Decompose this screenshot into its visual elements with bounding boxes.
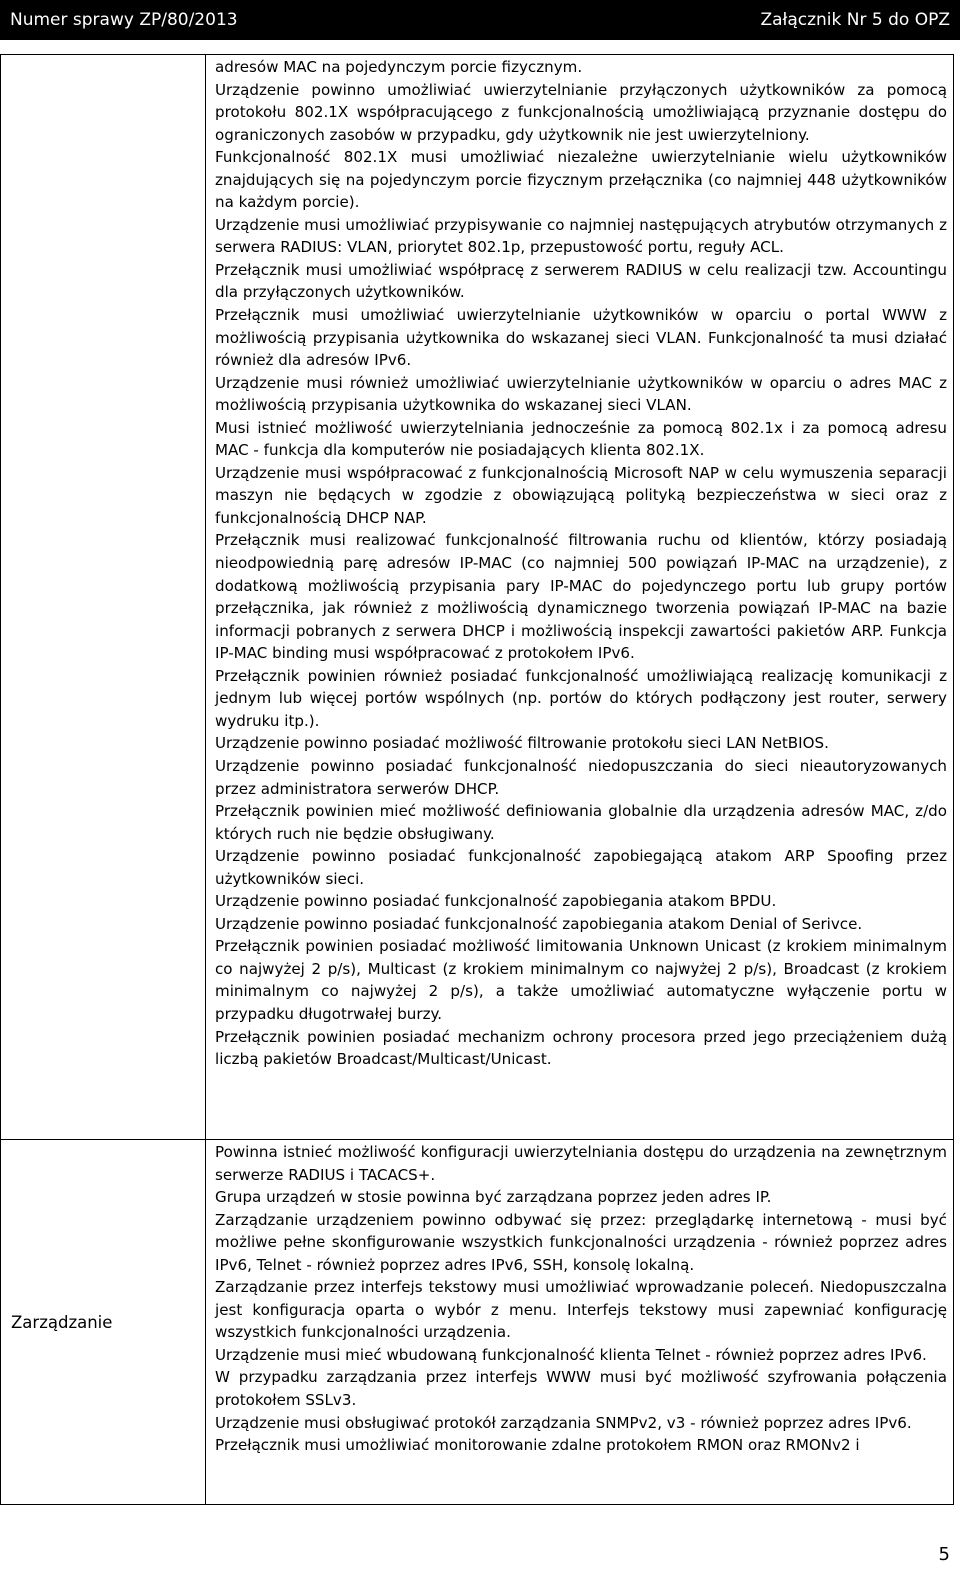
requirement-paragraph: Urządzenie powinno posiadać funkcjonalność zapobiegania atakom Denial of Serivce. bbox=[215, 914, 863, 933]
requirement-paragraph: Zarządzanie przez interfejs tekstowy musi umożliwiać wprowadzanie poleceń. Niedopuszczalna jest konfiguracja oparta o wybór z menu. Interfejs tekstowy musi zapewniać konfigurację wszystkich funkcjonalności urządzenia. bbox=[215, 1278, 947, 1342]
case-number: Numer sprawy ZP/80/2013 bbox=[10, 10, 238, 30]
table-row bbox=[1, 55, 954, 1140]
requirements-cell bbox=[206, 55, 954, 1140]
page-header bbox=[0, 0, 960, 40]
requirement-paragraph: Urządzenie powinno posiadać funkcjonalność niedopuszczania do sieci nieautoryzowanych przez administratora serwerów DHCP. bbox=[215, 756, 947, 798]
requirement-paragraph: Zarządzanie urządzeniem powinno odbywać się przez: przeglądarkę internetową - musi być możliwe pełne skonfigurowanie wszystkich funkcjonalności urządzenia - również poprzez adres IPv6, Telnet - również poprzez adres IPv6, SSH, konsolę lokalną. bbox=[215, 1210, 947, 1274]
requirement-paragraph: Przełącznik musi realizować funkcjonalność filtrowania ruchu od klientów, którzy posiadają nieodpowiednią parę adresów IP-MAC (co najmniej 500 powiązań IP-MAC na urządzenie), z dodatkową możliwością przypisania pary IP-MAC do pojedynczego portu lub grupy portów przełącznika, jak również z możliwością dynamicznego tworzenia powiązań IP-MAC na bazie informacji pobranych z serwera DHCP i możliwością inspekcji zawartości pakietów ARP. Funkcja IP-MAC binding musi współpracować z protokołem IPv6. bbox=[215, 531, 947, 663]
requirement-paragraph: Urządzenie musi umożliwiać przypisywanie co najmniej następujących atrybutów otrzymanych z serwera RADIUS: VLAN, priorytet 802.1p, przepustowość portu, reguły ACL. bbox=[215, 215, 947, 257]
requirement-paragraph: adresów MAC na pojedynczym porcie fizycznym. bbox=[215, 58, 583, 76]
row-label-cell bbox=[1, 55, 206, 1140]
requirement-paragraph: Przełącznik powinien również posiadać funkcjonalność umożliwiającą realizację komunikacji z jednym lub więcej portów wspólnych (np. portów do których podłączony jest router, serwery wydruku itp.). bbox=[215, 666, 947, 730]
requirement-paragraph: Powinna istnieć możliwość konfiguracji uwierzytelniania dostępu do urządzenia na zewnętrznym serwerze RADIUS i TACACS+. bbox=[215, 1143, 947, 1184]
requirement-paragraph: Urządzenie musi obsługiwać protokół zarządzania SNMPv2, v3 - również poprzez adres IPv6. bbox=[215, 1413, 912, 1432]
requirement-paragraph: Przełącznik musi umożliwiać uwierzytelnianie użytkowników w oparciu o portal WWW z możliwością przypisania użytkownika do wskazanej sieci VLAN. Funkcjonalność ta musi działać również dla adresów IPv6. bbox=[215, 306, 947, 370]
requirement-paragraph: Urządzenie musi współpracować z funkcjonalnością Microsoft NAP w celu wymuszenia separacji maszyn nie będących w zgodzie z obowiązującą polityką bezpieczeństwa w sieci oraz z funkcjonalnością DHCP NAP. bbox=[215, 463, 947, 527]
requirement-paragraph: Przełącznik powinien posiadać możliwość limitowania Unknown Unicast (z krokiem minimalnym co najwyżej 2 p/s), Multicast (z krokiem minimalnym co najwyżej 2 p/s), Broadcast (z krokiem minimalnym co najwyżej 2 p/s), a także umożliwiać automatyczne wyłączenie portu w przypadku długotrwałej burzy. bbox=[215, 937, 947, 1023]
requirements-cell bbox=[206, 1140, 954, 1505]
management-label: Zarządzanie bbox=[11, 1312, 113, 1332]
specification-table bbox=[0, 54, 954, 1505]
requirement-paragraph: Przełącznik powinien posiadać mechanizm ochrony procesora przed jego przeciążeniem dużą liczbą pakietów Broadcast/Multicast/Unicast. bbox=[215, 1027, 947, 1069]
row-label-cell bbox=[1, 1140, 206, 1505]
requirement-paragraph: Urządzenie musi również umożliwiać uwierzytelnianie użytkowników w oparciu o adres MAC z możliwością przypisania użytkownika do wskazanej sieci VLAN. bbox=[215, 373, 947, 415]
requirement-paragraph: Funkcjonalność 802.1X musi umożliwiać niezależne uwierzytelnianie wielu użytkowników znajdujących się na pojedynczym porcie fizycznym przełącznika (co najmniej 448 użytkowników na każdym porcie). bbox=[215, 148, 947, 212]
requirement-paragraph: Przełącznik powinien mieć możliwość definiowania globalnie dla urządzenia adresów MAC, z/do których ruch nie będzie obsługiwany. bbox=[215, 802, 947, 843]
table-row bbox=[1, 1140, 954, 1505]
requirement-paragraph: Urządzenie powinno posiadać możliwość filtrowanie protokołu sieci LAN NetBIOS. bbox=[215, 734, 829, 753]
requirement-paragraph: Urządzenie powinno posiadać funkcjonalność zapobiegania atakom BPDU. bbox=[215, 892, 777, 911]
requirement-paragraph: Urządzenie powinno posiadać funkcjonalność zapobiegającą atakom ARP Spoofing przez użytkowników sieci. bbox=[215, 847, 947, 888]
requirement-paragraph: Grupa urządzeń w stosie powinna być zarządzana poprzez jeden adres IP. bbox=[215, 1188, 772, 1207]
requirement-paragraph: Przełącznik musi umożliwiać monitorowanie zdalne protokołem RMON oraz RMONv2 i bbox=[215, 1436, 860, 1455]
page-number: 5 bbox=[938, 1544, 950, 1565]
requirement-paragraph: Przełącznik musi umożliwiać współpracę z serwerem RADIUS w celu realizacji tzw. Accountingu dla przyłączonych użytkowników. bbox=[215, 260, 947, 302]
requirement-paragraph: Musi istnieć możliwość uwierzytelniania jednocześnie za pomocą 802.1x i za pomocą adresu MAC - funkcja dla komputerów nie posiadających klienta 802.1X. bbox=[215, 418, 947, 460]
requirement-paragraph: Urządzenie powinno umożliwiać uwierzytelnianie przyłączonych użytkowników za pomocą protokołu 802.1X współpracującego z funkcjonalnością umożliwiającą przyznanie dostępu do ograniczonych zasobów w przypadku, gdy użytkownik nie jest uwierzytelniony. bbox=[215, 80, 947, 144]
requirement-paragraph: Urządzenie musi mieć wbudowaną funkcjonalność klienta Telnet - również poprzez adres IPv6. bbox=[215, 1345, 927, 1364]
requirement-paragraph: W przypadku zarządzania przez interfejs WWW musi być możliwość szyfrowania połączenia protokołem SSLv3. bbox=[215, 1368, 947, 1410]
attachment-label: Załącznik Nr 5 do OPZ bbox=[760, 10, 950, 30]
